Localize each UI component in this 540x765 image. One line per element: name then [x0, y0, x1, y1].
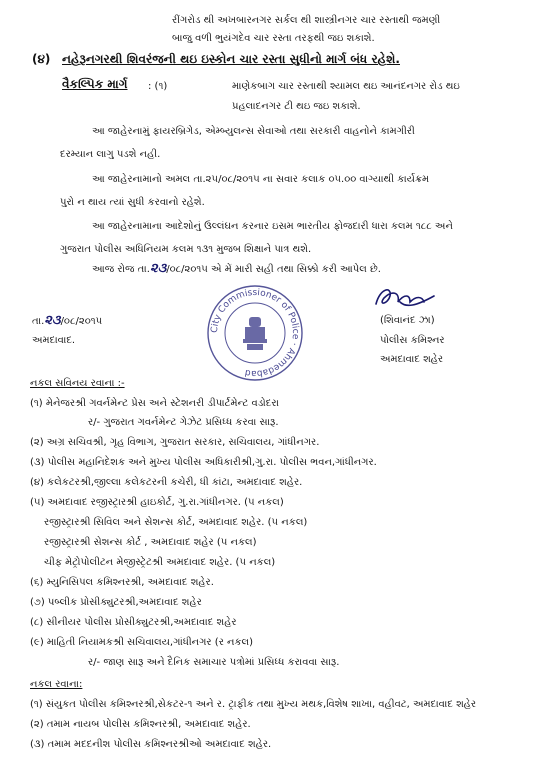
issued-statement: આજ રોજ તા.૨૩/૦૮/૨૦૧૫ એ મેં મારી સહી તથા સિક્કો કરી આપેલ છે.	[92, 261, 381, 276]
alternate-route-line-2: પ્રહલાદનગર ટી થઇ જઇ શકાશે.	[232, 101, 361, 112]
penalty-para-line-2: ગુજરાત પોલીસ અધિનિયમ કલમ ૧૩૧ મુજબ શિક્ષાને પાત્ર થશે.	[60, 244, 312, 255]
item-4-road-closure: નહેરૂનગરથી શિવરંજની થઇ ઇસ્કોન ચાર રસ્તા સુધીનો માર્ગ બંધ રહેશે.	[62, 52, 400, 66]
copy-recipient: ર/- જાણ સારૂ અને દૈનિક સમાચાર પત્રોમાં પ્રસિધ્ધ કરાવવા સારૂ.	[88, 657, 340, 668]
svg-text:City Commissioner of Police ·: City Commissioner of Police · Ahmedabad	[209, 287, 301, 379]
copy-recipient: ચીફ મેટ્રોપોલીટન મેજીસ્ટ્રેટશ્રી અમદાવાદ શહેર. (૫ નકલ)	[44, 557, 276, 568]
copy-recipient: (૩) તમામ મદદનીશ પોલીસ કમિશ્નરશ્રીઓ અમદાવાદ શહેર.	[30, 739, 272, 750]
exemption-para-line-1: આ જાહેરનામું ફાયરબ્રિગેડ, એમ્બ્યુલન્સ સેવાઓ તથા સરકારી વાહનોને કામગીરી	[92, 126, 415, 137]
copy-recipient: ર/- ગુજરાત ગવર્નમેન્ટ ગેઝેટ પ્રસિધ્ધ કરવા સારૂ.	[88, 417, 279, 428]
alternate-route-line-1: માણેકબાગ ચાર રસ્તાથી શ્યામલ થઇ આનંદનગર રોડ થઇ	[232, 81, 460, 92]
order-date: તા.૨૩/૦૮/૨૦૧૫	[32, 313, 103, 328]
effect-para-line-1: આ જાહેરનામાનો અમલ તા.૨૫/૦૮/૨૦૧૫ ના સવાર કલાક ૦૫.૦૦ વાગ્યાથી કાર્યક્રમ	[92, 174, 430, 185]
copy-respectful-heading: નકલ સવિનય રવાના :-	[30, 378, 125, 389]
signatory-city: અમદાવાદ શહેર	[380, 354, 444, 365]
order-place: અમદાવાદ.	[32, 335, 76, 346]
issued-day-handwritten: ૨૩	[149, 261, 167, 276]
copy-recipient: (૨) તમામ નાયબ પોલીસ કમિશ્નરશ્રી, અમદાવાદ શહેર.	[30, 719, 251, 730]
copy-recipient: (૯) માહિતી નિયામકશ્રી સચિવાલય,ગાંધીનગર (ર નકલ)	[30, 637, 254, 648]
copy-recipient: રજીસ્ટ્રારશ્રી સિવિલ અને સેશન્સ કોર્ટ, અમદાવાદ શહેર. (૫ નકલ)	[44, 517, 308, 528]
route-continuation-line-2: બાજુ વળી ભુયંગદેવ ચાર રસ્તા તરફથી જઇ શકાશે.	[172, 33, 375, 44]
route-continuation-line-1: રીંગરોડ થી અખબારનગર સર્કલ થી શાસ્ત્રીનગર ચાર રસ્તાથી જમણી	[172, 15, 441, 26]
copy-recipient: (૪) કલેકટરશ્રી,જીલ્લા કલેકટરની કચેરી, ધી કાંટા, અમદાવાદ શહેર.	[30, 477, 303, 488]
alternate-route-label: વૈકલ્પિક માર્ગ	[62, 77, 128, 91]
copy-recipient: (૮) સીનીયર પોલીસ પ્રોસીક્યુટરશ્રી,અમદાવાદ શહેર	[30, 617, 237, 628]
copy-recipient: (૧) મેનેજરશ્રી ગવર્નમેન્ટ પ્રેસ અને સ્ટેશનરી ડીપાર્ટમેન્ટ વડોદરા	[30, 398, 279, 409]
police-commissioner-seal	[205, 283, 305, 383]
order-date-day-handwritten: ૨૩	[44, 313, 61, 328]
copy-recipient: (૩) પોલીસ મહાનિદેશક અને મુખ્ય પોલીસ અધિકારીશ્રી,ગુ.રા. પોલીસ ભવન,ગાંધીનગર.	[30, 457, 377, 468]
handwritten-signature	[370, 282, 440, 314]
signatory-designation: પોલીસ કમિશ્નર	[380, 335, 445, 346]
item-4-number: (૪)	[32, 52, 51, 66]
copy-recipient: (૫) અમદાવાદ રજીસ્ટ્રારશ્રી હાઇકોર્ટ, ગુ.રા.ગાંધીનગર. (૫ નકલ)	[30, 497, 284, 508]
copy-recipient: (૭) પબ્લીક પ્રોસીક્યુટરશ્રી,અમદાવાદ શહેર	[30, 597, 202, 608]
copy-recipient: (૨) અગ્ર સચિવશ્રી, ગૃહ વિભાગ, ગુજરાત સરકાર, સચિવાલય, ગાંધીનગર.	[30, 437, 320, 448]
copy-recipient: રજીસ્ટ્રારશ્રી સેશન્સ કોર્ટ , અમદાવાદ શહેર (૫ નકલ)	[44, 537, 257, 548]
alternate-route-number: : (૧)	[148, 81, 168, 92]
copy-recipient: (૧) સંયુકત પોલીસ કમિશ્નરશ્રી,સેકટર-૧ અને ર. ટ્રાફીક તથા મુખ્ય મથક,વિશેષ શાખા, વહીવટ, અમદાવાદ શહેર	[30, 699, 477, 710]
copy-recipient: (૬) મ્યુનિસિપલ કમિશ્નરશ્રી, અમદાવાદ શહેર.	[30, 577, 214, 588]
exemption-para-line-2: દરમ્યાન લાગુ પડશે નહી.	[60, 149, 161, 160]
penalty-para-line-1: આ જાહેરનામાના આદેશોનું ઉલ્લંઘન કરનાર ઇસમ ભારતીય ફોજદારી ધારા કલમ ૧૮૮ અને	[92, 221, 453, 232]
copy-heading: નકલ રવાના:	[30, 679, 83, 690]
signatory-name: (શિવાનંદ ઝા)	[380, 315, 435, 326]
effect-para-line-2: પુરો ન થાય ત્યાં સુધી કરવાનો રહેશે.	[60, 197, 205, 208]
